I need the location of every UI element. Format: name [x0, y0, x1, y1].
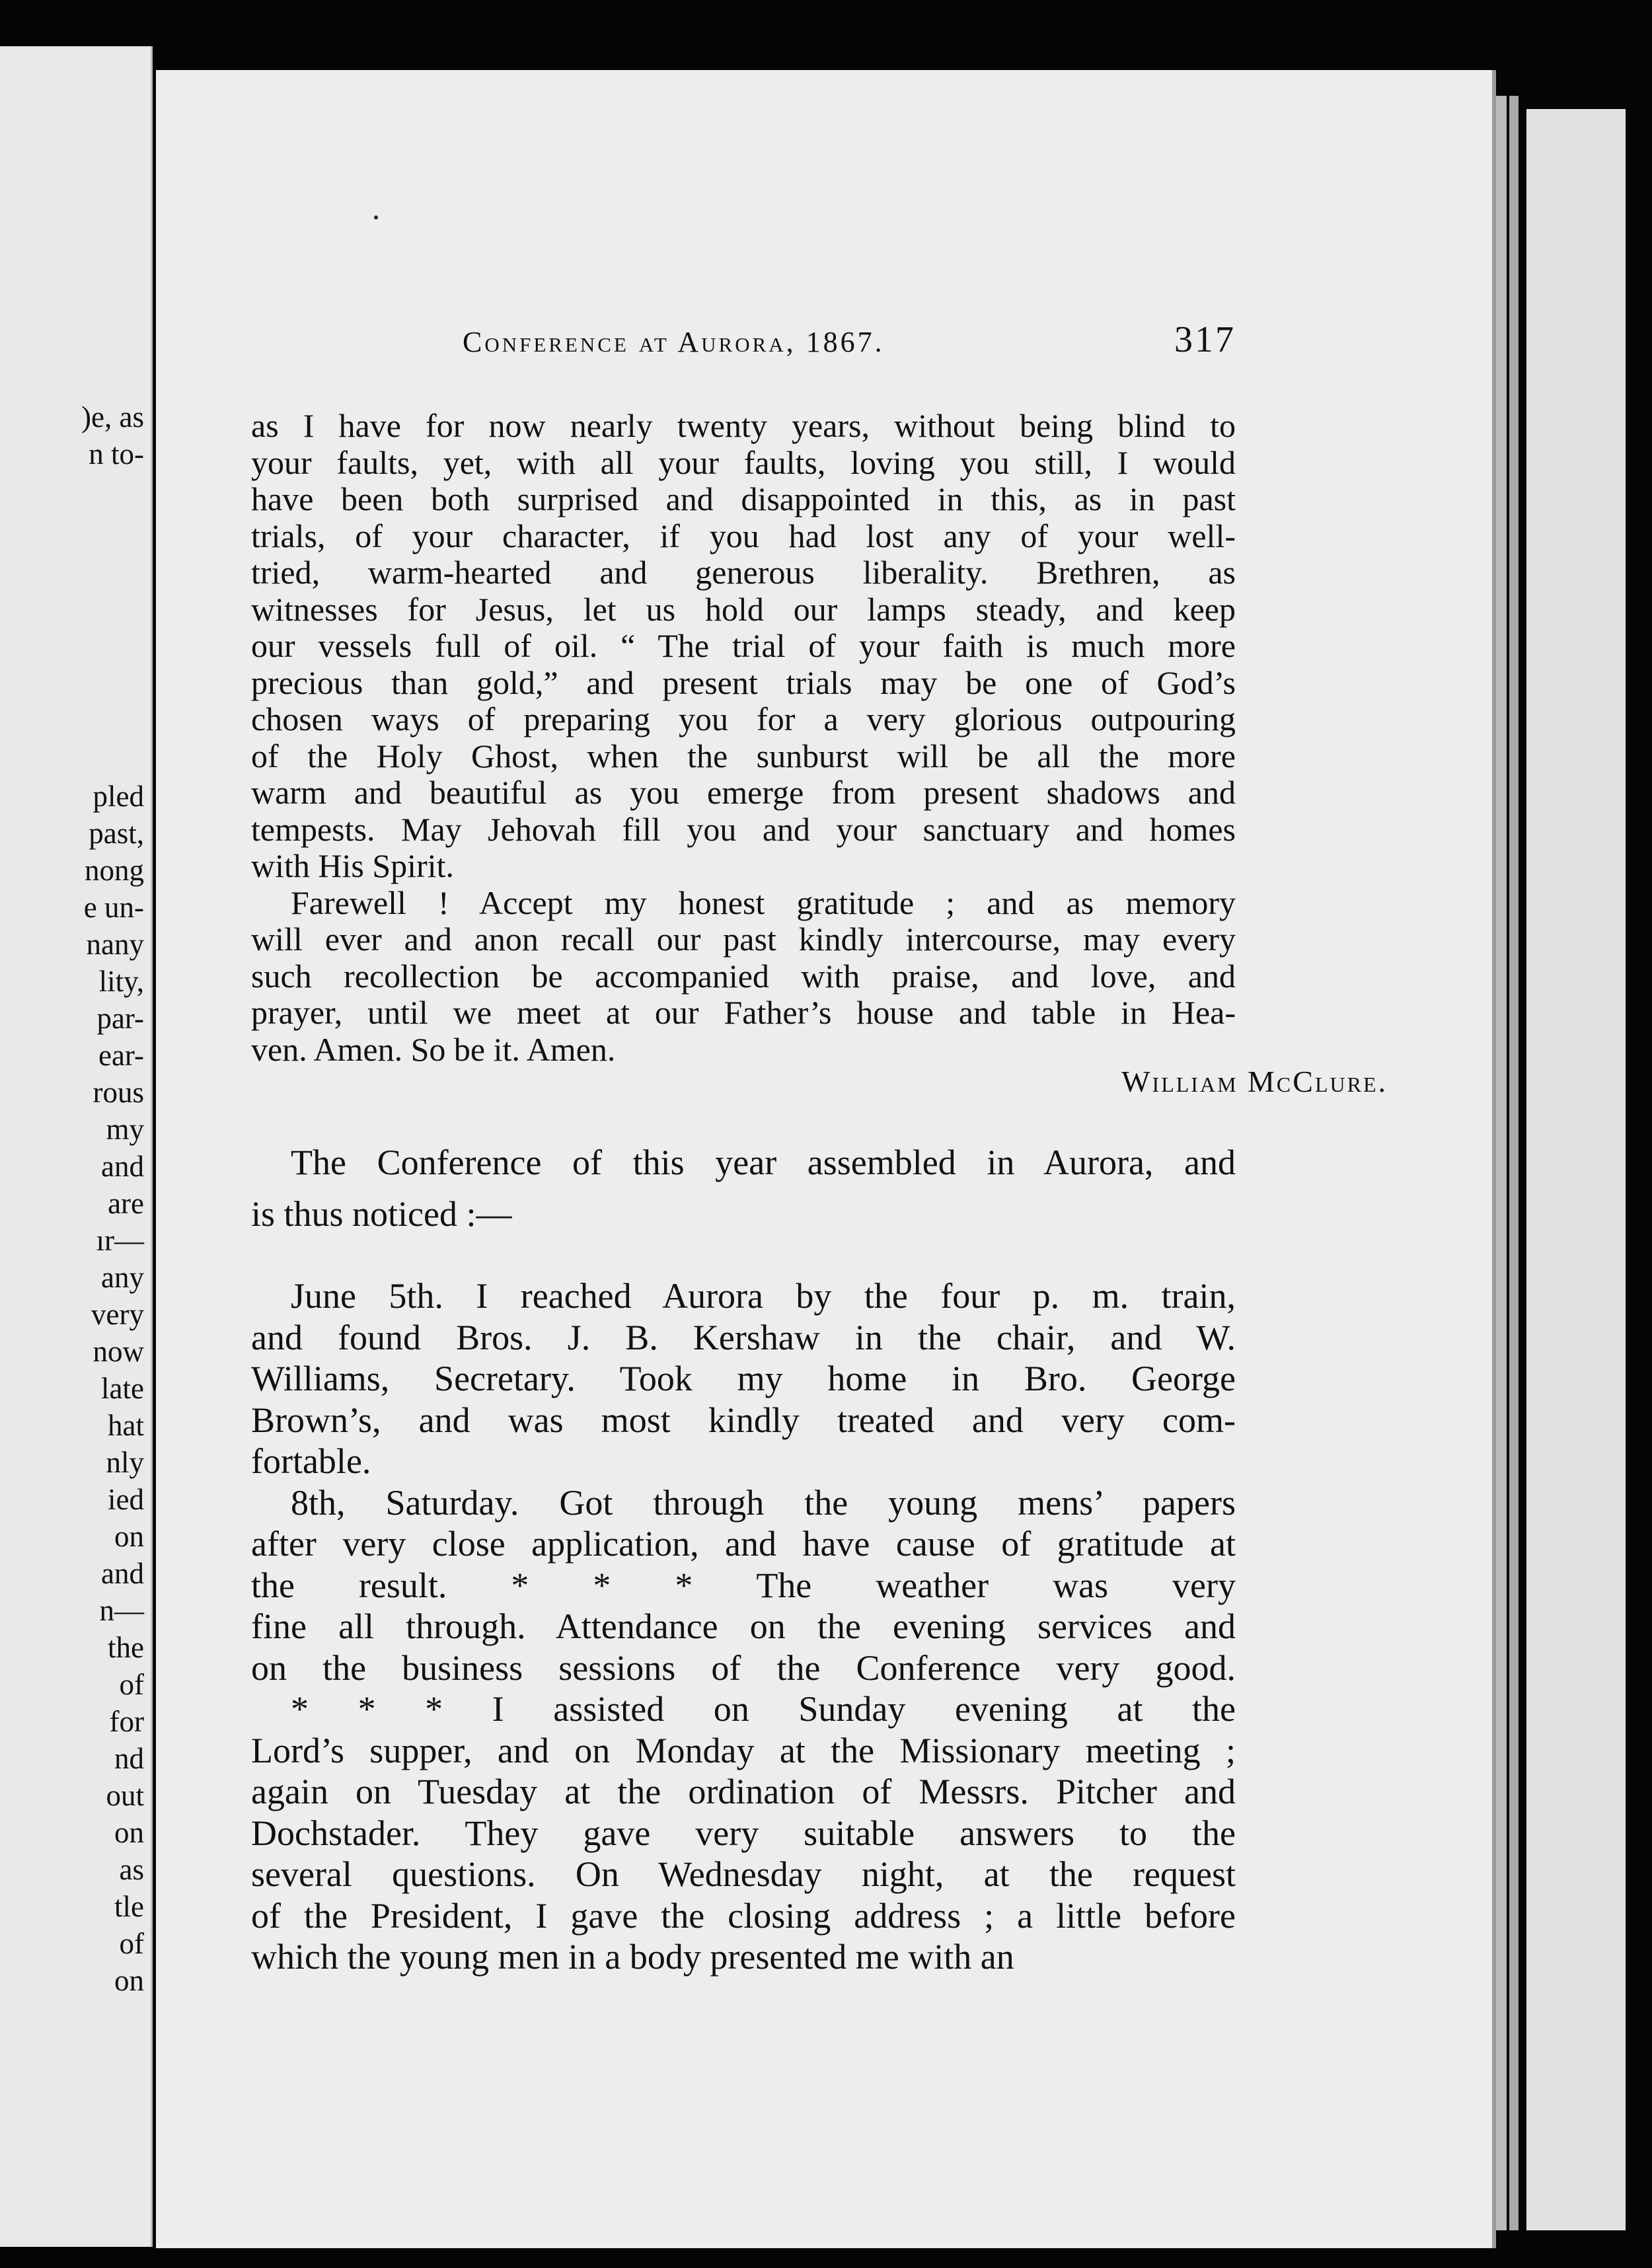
left-fragment-line: and — [101, 1150, 144, 1183]
left-fragment-line: very — [91, 1298, 144, 1331]
page-number: 317 — [1174, 319, 1236, 360]
text-line: June 5th. I reached Aurora by the four p. m. train, — [291, 1276, 1236, 1316]
text-line: and found Bros. J. B. Kershaw in the chair, and W. — [251, 1317, 1236, 1357]
text-line: with His Spirit. — [251, 847, 454, 884]
conference-notice — [251, 1137, 1236, 1240]
text-line: which the young men in a body presented me with an — [251, 1937, 1014, 1977]
page-edge — [1509, 96, 1519, 2230]
text-line: on the business sessions of the Conference very good. — [251, 1647, 1236, 1688]
text-line: Dochstader. They gave very suitable answers to the — [251, 1813, 1236, 1853]
left-fragment-line: of — [119, 1927, 144, 1960]
left-fragment-line: and — [101, 1557, 144, 1590]
text-line: * * * I assisted on Sunday evening at the — [291, 1689, 1236, 1729]
left-fragment-line: hat — [108, 1409, 144, 1442]
left-fragment-line: ır— — [96, 1224, 144, 1257]
left-fragment-line: ied — [108, 1483, 144, 1516]
text-line: your faults, yet, with all your faults, loving you still, I would — [251, 443, 1236, 481]
text-line: tried, warm-hearted and generous liberality. Brethren, as — [251, 554, 1236, 591]
text-line: fortable. — [251, 1441, 371, 1481]
running-head: Conference at Aurora, 1867. — [463, 326, 885, 358]
diary-entry — [251, 1275, 1236, 1978]
text-line: tempests. May Jehovah fill you and your sanctuary and homes — [251, 810, 1236, 848]
left-page-top-fragment — [0, 398, 151, 472]
left-page-column-fragment — [0, 778, 151, 1999]
left-fragment-line: rous — [93, 1076, 144, 1109]
text-line: Brown’s, and was most kindly treated and very com- — [251, 1400, 1236, 1440]
left-fragment-line: of — [119, 1668, 144, 1701]
text-line: is thus noticed :— — [251, 1194, 512, 1234]
text-line: Williams, Secretary. Took my home in Bro. George — [251, 1359, 1236, 1398]
text-line: after very close application, and have cause of gratitude at — [251, 1524, 1236, 1564]
text-line: warm and beautiful as you emerge from present shadows and — [251, 774, 1236, 811]
text-line: witnesses for Jesus, let us hold our lamps steady, and keep — [251, 590, 1236, 628]
text-line: our vessels full of oil. “ The trial of your faith is much more — [251, 627, 1236, 664]
left-fragment-line: par- — [96, 1002, 144, 1035]
text-line: fine all through. Attendance on the evening services and — [251, 1606, 1236, 1646]
letter-text — [251, 408, 1236, 1068]
left-fragment-line: lity, — [98, 965, 144, 998]
left-fragment-line: late — [101, 1372, 144, 1405]
left-fragment-line: tle — [114, 1890, 144, 1923]
text-line: Lord’s supper, and on Monday at the Missionary meeting ; — [251, 1730, 1236, 1770]
page-edge — [1495, 96, 1507, 2230]
left-fragment-line: out — [106, 1779, 144, 1812]
left-fragment-line: nd — [114, 1742, 144, 1775]
left-fragment-line: past, — [89, 817, 144, 850]
left-fragment-line: ear- — [98, 1039, 144, 1072]
speck — [374, 215, 378, 219]
text-line: trials, of your character, if you had lost any of your well- — [251, 517, 1236, 554]
left-fragment-line: as — [119, 1853, 144, 1886]
text-line: 8th, Saturday. Got through the young mens’ papers — [291, 1482, 1236, 1523]
text-line: Farewell ! Accept my honest gratitude ; and as memory — [291, 884, 1236, 921]
text-line: several questions. On Wednesday night, at the request — [251, 1854, 1236, 1894]
left-fragment-line: n— — [99, 1594, 144, 1627]
text-line: the result. * * * The weather was very — [251, 1565, 1236, 1605]
next-page-edge — [1526, 109, 1626, 2230]
text-line: of the Holy Ghost, when the sunburst will be all the more — [251, 737, 1236, 775]
left-fragment-line: nany — [86, 928, 144, 961]
text-line: precious than gold,” and present trials may be one of God’s — [251, 663, 1236, 701]
left-fragment-line: are — [108, 1187, 144, 1220]
text-line: such recollection be accompanied with praise, and love, and — [251, 957, 1236, 995]
left-fragment-line: any — [101, 1261, 144, 1294]
text-line: prayer, until we meet at our Father’s house and table in Hea- — [251, 994, 1236, 1031]
left-fragment-line: on — [114, 1816, 144, 1849]
left-fragment-line: on — [114, 1520, 144, 1553]
text-line: again on Tuesday at the ordination of Messrs. Pitcher and — [251, 1772, 1236, 1811]
left-fragment-line: n to- — [89, 437, 144, 471]
left-fragment-line: on — [114, 1964, 144, 1997]
left-fragment-line: e un- — [83, 891, 144, 924]
text-line: chosen ways of preparing you for a very glorious outpouring — [251, 700, 1236, 737]
left-fragment-line: pled — [93, 780, 144, 813]
text-line: The Conference of this year assembled in Aurora, and — [291, 1143, 1236, 1182]
text-line: have been both surprised and disappointed in this, as in past — [251, 480, 1236, 517]
left-fragment-line: nong — [85, 854, 144, 887]
text-line: ven. Amen. So be it. Amen. — [251, 1030, 616, 1068]
signature: William McClure. — [1121, 1065, 1388, 1098]
left-fragment-line: nly — [106, 1446, 144, 1479]
left-fragment-line: now — [93, 1335, 144, 1368]
left-fragment-line: )e, as — [81, 400, 144, 434]
text-line: of the President, I gave the closing address ; a little before — [251, 1895, 1236, 1936]
left-facing-page — [0, 46, 153, 2247]
left-fragment-line: the — [108, 1631, 144, 1664]
left-fragment-line: for — [109, 1705, 144, 1738]
left-fragment-line: my — [106, 1113, 144, 1146]
text-line: will ever and anon recall our past kindly intercourse, may every — [251, 921, 1236, 958]
text-line: as I have for now nearly twenty years, without being blind to — [251, 407, 1236, 444]
